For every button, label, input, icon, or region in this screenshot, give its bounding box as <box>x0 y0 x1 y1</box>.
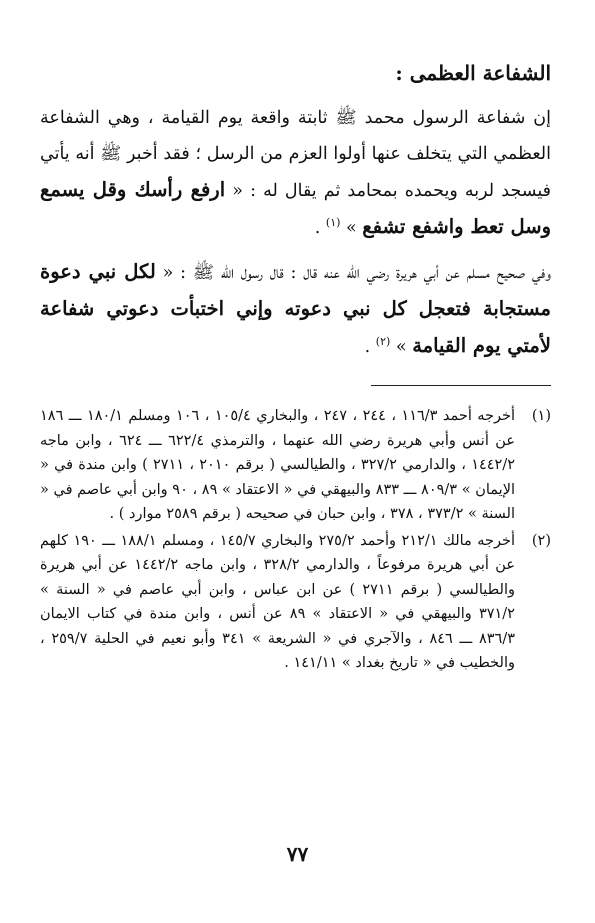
paragraph-text: إن شفاعة الرسول محمد ﷺ ثابتة واقعة يوم القيامة ، وهي الشفاعة العظمي التي يتخلف عنها أولوا العزم من الرسل ؛ فقد أخبر ﷺ أنه يأتي فيسجد لربه ويحمده بمحامد ثم يقال له : « <box>40 108 551 201</box>
footnote-number: (١) <box>531 408 551 424</box>
paragraph-muslim-hadith <box>40 254 551 365</box>
sentence-end: . <box>314 218 321 238</box>
hadith-quote: لكل نبي دعوة مستجابة فتعجل كل نبي دعوته وإني اختبأت دعوتي شفاعة لأمتي يوم القيامة <box>40 260 551 357</box>
section-heading: الشفاعة العظمى : <box>395 61 551 85</box>
footnote-text: أخرجه مالك ٢١٢/١ وأحمد ٢٧٥/٢ والبخاري ١٤٥/٧ ، ومسلم ١٨٨/١ ـــ ١٩٠ كلهم عن أبي هريرة مرفوعاً ، والدارمي ٣٢٨/٢ ، وابن ماجه ١٤٤٢/٢ عن أبي هريرة والطيالسي ( برقم ٢٧١١ ) عن ابن عباس ، وابن أبي عاصم في « السنة » ٣٧١/٢ والبيهقي في « الاعتقاد » ٨٩ عن أنس ، وابن مندة في كتاب الايمان ٨٣٦/٣ ـــ ٨٤٦ ، والآجري في « الشريعة » ٣٤١ وأبو نعيم في الحلية ٢٥٩/٧ ، والخطيب في « تاريخ بغداد » ١٤١/١١ . <box>40 532 515 671</box>
paragraph-text: وفي صحيح مسلم عن أبي هريرة رضي الله عنه قال : قال رسول الله ﷺ : « <box>162 263 551 283</box>
footnote-divider <box>371 385 551 386</box>
quote-close: » <box>395 337 407 357</box>
sentence-end: . <box>364 337 371 357</box>
footnote-ref[interactable]: (١) <box>325 216 341 230</box>
footnote-text: أخرجه أحمد ١١٦/٣ ، ٢٤٤ ، ٢٤٧ ، والبخاري ١٠٥/٤ ، ١٠٦ ومسلم ١٨٠/١ ـــ ١٨٦ عن أنس وأبي هريرة رضي الله عنهما ، والترمذي ٦٢٢/٤ ـــ ٦٢٤ ، وابن ماجه ١٤٤٢/٢ ، والدارمي ٣٢٧/٢ ، والطيالسي ( برقم ٢٠١٠ ، ٢٧١١ ) وابن مندة في « الإيمان » ٨٠٩/٣ ـــ ٨٣٣ والبيهقي في « الاعتقاد » ٨٩ ، ٩٠ وابن أبي عاصم في « السنة » ٣٧٣/٢ ، ٣٧٨ ، وابن حبان في صحيحه ( برقم ٢٥٨٩ موارد ) . <box>40 408 516 522</box>
quote-close: » <box>345 218 357 238</box>
hadith-quote: ارفع رأسك وقل يسمع وسل تعط واشفع تشفع <box>40 178 551 238</box>
footnote-number: (٢) <box>531 532 551 549</box>
footnote-ref[interactable]: (٢) <box>375 335 391 349</box>
page-number: ٧٧ <box>286 842 309 866</box>
footnote-item <box>40 529 551 676</box>
footnotes <box>40 404 551 676</box>
footnote-item <box>40 404 551 527</box>
paragraph-intercession <box>40 100 551 246</box>
